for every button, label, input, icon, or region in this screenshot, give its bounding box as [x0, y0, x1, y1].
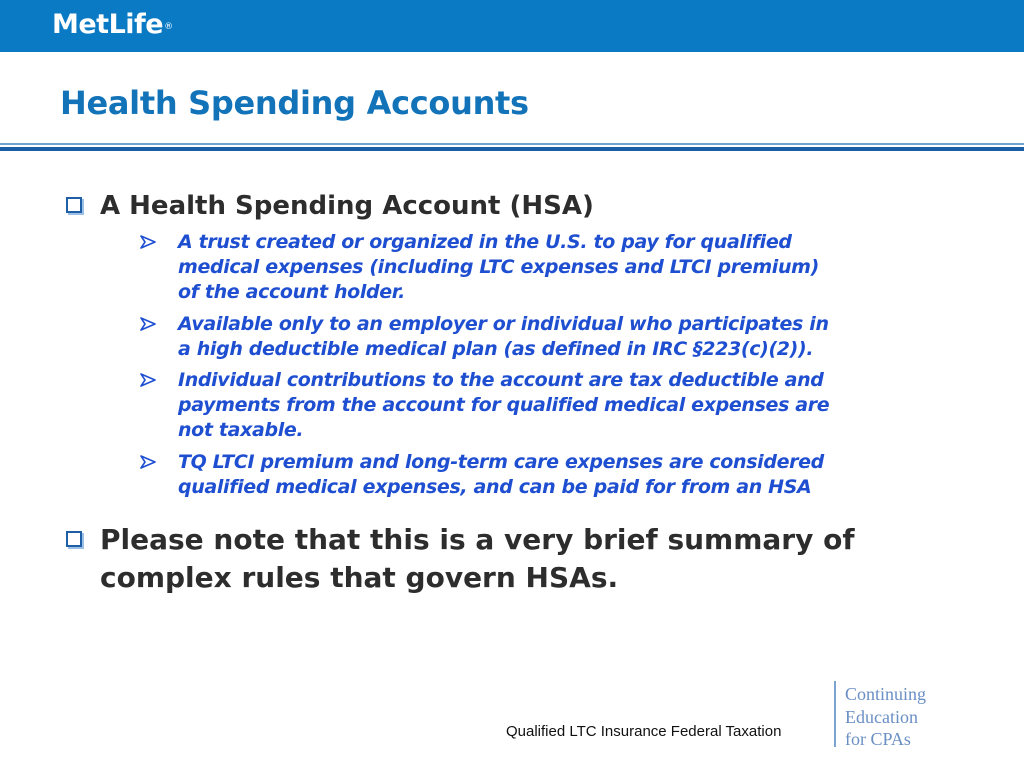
- subbullet-line: payments from the account for qualified medical expenses are: [178, 394, 830, 416]
- badge-line: Continuing: [845, 684, 927, 704]
- subbullet-line: Individual contributions to the account are tax deductible and: [178, 369, 824, 391]
- subbullet-line: a high deductible medical plan (as defined in IRC §223(c)(2)).: [178, 338, 814, 360]
- header-bar: [0, 0, 1024, 52]
- subbullet-trust: [178, 230, 978, 305]
- logo-text: MetLife: [52, 9, 164, 40]
- subbullet-line: Available only to an employer or individual who participates in: [178, 313, 829, 335]
- subbullet-line: TQ LTCI premium and long-term care expenses are considered: [178, 451, 824, 473]
- slide-title: Health Spending Accounts: [60, 84, 529, 122]
- footer-divider: [834, 681, 836, 747]
- badge-line: Education: [845, 706, 918, 727]
- subbullet-tq-ltci: [178, 450, 978, 500]
- cpe-badge: [845, 683, 926, 751]
- bullet-summary-note: [100, 521, 960, 597]
- registered-mark: ®: [164, 22, 173, 32]
- square-bullet-icon: [66, 197, 82, 213]
- arrow-bullet-icon: [140, 455, 156, 469]
- bullet-line: Please note that this is a very brief summary of: [100, 523, 855, 556]
- title-divider-thick: [0, 147, 1024, 151]
- subbullet-line: qualified medical expenses, and can be paid for from an HSA: [178, 476, 812, 498]
- arrow-bullet-icon: [140, 373, 156, 387]
- title-divider-thin: [0, 143, 1024, 145]
- square-bullet-icon: [66, 531, 82, 547]
- subbullet-line: of the account holder.: [178, 281, 405, 303]
- arrow-bullet-icon: [140, 317, 156, 331]
- subbullet-line: not taxable.: [178, 419, 304, 441]
- subbullet-line: medical expenses (including LTC expenses and LTCI premium): [178, 256, 819, 278]
- badge-line: for CPAs: [845, 729, 911, 749]
- arrow-bullet-icon: [140, 235, 156, 249]
- subbullet-contributions: [178, 368, 978, 443]
- subbullet-eligibility: [178, 312, 978, 362]
- footer-caption: Qualified LTC Insurance Federal Taxation: [506, 723, 782, 740]
- subbullet-line: A trust created or organized in the U.S. to pay for qualified: [178, 231, 792, 253]
- bullet-line: complex rules that govern HSAs.: [100, 561, 619, 594]
- metlife-logo: [52, 7, 173, 43]
- bullet-hsa-heading: A Health Spending Account (HSA): [100, 191, 594, 221]
